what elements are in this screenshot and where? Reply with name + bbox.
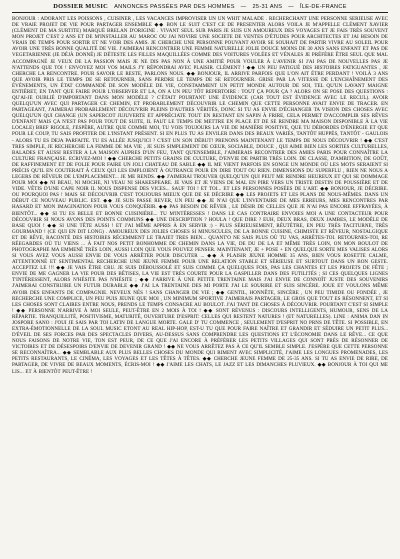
header-separator: —: [240, 4, 247, 10]
header-dates: 25-31 ANS: [252, 4, 283, 10]
header-separator-2: —: [288, 4, 294, 10]
page-header: [12, 3, 388, 12]
section-label: DOSSIER MUSIC: [53, 3, 109, 10]
article-body: [12, 16, 388, 556]
body-paragraph-2: DANS UN DÉBUT CE NOUVEAU PUBLIC. EST. ◆◆ JE SUIS PASSE REVER, UN PEU ◆◆ JE N'AI QUE L'INVENTAIRE DE MES ERREURS, MES RENCONTRES PAR HASARD ET MON IMAGINATION POUR VOUS CONQUÉRIR. ◆◆ PAS BESOIN DE RÊVER , LE DÉSIR DE CELLES QUE JE N'AI PAS ENCORE EFFRAYÉES, À BIENTÔT... ◆◆ SI TU ES BELLE ET BONNE CUISINIÈRE... TU M'INTÉRESSES ! DANS LE CAS CONTRAIRE ENVOIES MOI A UNE CONTACTEUR POUR DÉCOUVRIR SI NOUS AVONS DES POINTS COMMUNS ◆◆ UNE DESCRIPTION ? HOULA ! QUE DIRE ? EUH, DEUX BRAS, DEUX JAMBES, LE MODÈLE DE BASE QUOI ! ◆◆ SI UNE TÊTE AUSSI ! ET J'AI MÊME APPRIS À EN SERVIR :) - PLUS SÉRIEUSEMENT, RÉUTÉTRE, EN PEU TRÈS TACITURNE, TRÈS GOURMAND ! (CE QUI EN DIT LONG) . AMOUREUX DES JOLIES CHOSES SI MINUSCULES, DE LA BONNE CUISINE, CHIMISTE ET RÊVEUR, NOSTALGIQUE ET DE RÊVE, RACONTÉ DES HISTOIRES RÉCEMMENT LE TRAJET TRES BIEN... QUANT'O NE SAIS PLUS OÙ TU VAS, ARRÊTES-TOI. RETOURNES-TOI, RE RÉEGARDES OÙ TU VIENS ... À FAIT NOS PETIT BONHOMME DE CHEMIN DANS LA VIE, DE DU DE LA ET MÊME TRÈS LOIN, ON MON BOULOT DE PHOTOGRAPHE MA EMMENÉ TRÈS LOIN, AUSSI LOIN QUE VOUS POUVEZ PENSER. MAINTENANT, JE + POSE + EN QUELQUE SORTE MES VALISES ALORS SI VOUS AVEZ VOUS AUSSI ENVIE DE VOUS ARRÊTER POUR DISCUTER ... ◆◆ À PLAISIR JEUNE HOMME 35 ANS, BIEN VOUS ROSETTE CALME, ATTENTIONNÉ ET SENTIMENTAL RECHERCHE UNE JEUNE FEMME POUR UNE RELATION STABLE ET SÉRIEUSE ET SURTOUT DANS UN BON GESTE. ACCEPTEZ LE !!! ◆◆ JE VAIS ÊTRE CRU. JE SUIS DÉBOUSSOLÉ ET SUIS COMME ÇA QUELQUES FOIS, PAS LES CHANTES ET LES PROJETS DE FÊTE ; ENVIE DE ME GAGNER LA VIE POUR DES BÊTISES, LA VIE EST TRÈS COURTE POUR LA GASPILLER DANS DES FUTILITÉS ; SI CES QUELQUES LIGNES T'INTÉRESSENT, ALORS N'HÉSITE PAS N'HÉSITE ; ◆◆ J'ARRIVE À UNE PETITE TRENTAINE MAIS J'AI ENVIE DE CONNOÎT JUSTE DES SOUVENIRS J'AIMERAI CONSTRUIRE UN FUTUR DURABLE ◆◆ J'AI LA TRENTAINE DES MI PORTE J'AI LE SOURIRE ET SUIS SINCÈRE. JOUE ET VOULONS MÊME AVOIR DES ENFANTS DE COMPAGNIE. NEVEUX NÉS ! SANS CHANGER DE VIE ; ◆◆ GENTIL, HONNÊTE, SINCÈRE , UN PEU TIMIDE OU FONDÉE , JE RECHERCHE UNE COMPLICE, UN PEU PUIS JEUNE QUE MOI , UN MINIMUM SPORTIVE J'AIMERAIS PARTAGER, LE GROS QUE TOUT ES RÉSONNENT, ET SI LES CHOSES SONT CLAIRES ENTRE NOUS, PRENDS LE TEMPS CONSACRE AU BOULOT. J'AI TANT DE CHOSES À DÉCOUVRIR. POURTANT C'EST SI SIMPLE ! ◆◆ PERSONNE N'ARRIVE À MOI SEULE, PEUT-ÊTRE EN 2 MOIS À TOI ! ◆◆ SONT RÉVENUS : DISCOURS INTELLIGENTS, HUMOUR, SENS DE LA RÉPARTIE. TRANQUILLITÉ, POSITIVISME, MATURITÉ, OUVERTURE D'ESPRIT: CELLES QUI RESTENT NATURES ! (ET NATURELLES). LINE : ANIMA DAN IN JOSPORE SANO : J'OUI JE SAIS PAR TOI LATIN DE LANGUE MORTE. GALE D' TU COMMENCE , SEULEMENT D'ESPRIT NO PRNS DE TÊTE. SI POSSIBLE, EN EXTRA-ÉMOTIONNELLE DE LA SOUL MUSIC ETONT AU REAL HIP-HOP, EST-U TU QUE POUR FAIRE NAÎTRE ET GRANDIR ET SÉDUIRE UN PETIT PLUS... D'ÉVEIL DE SES FORCES PAR DES SPECTACLES DIVERS, AU-DESSUS SANS COMPRENDRE LES QUESTIONS ET L'ÉCONOMIE DANS LE RÊVE...: [12, 192, 388, 339]
header-rule: [12, 12, 388, 13]
body-paragraph-3: CE QUE NOUS FAISONS DE NOTRE VIE, TON EST PEUR, DE CE QUE J'AI ENCORE À PRÉFÉRER LES PETITS VILLAGES QUI SONT PRÈS DE RÉSONNER DE VICTOIRES ET DE DÉSESPOIRS D'ENVIE DE DEVENIR GRAND ! ◆◆ NE VOUS ARRÊTEZ PAS À CE QU'IL SEMBLE SIMPLE. J'ESPÈRE QUE CETTE PERSONNE SE RECONNAÎTRA... ◆◆ SEMBLABLE AUX PLUS BELLES CHOSES DU MONDE QUI RIMENT AVEC SIMPLICITÉ, J'AIME LES LONGUES PROMENADES, LES PETITS RESTAURANTS, LE CINÉMA, LES VOYAGES ET LES TÊTES À TÊTES. ◆◆ CHERCHE JEUNE FEMME DE 25-35 ANS. SI TU AS ENVIE DE RIRE, DE PARTAGER, DE VIVRE DE BEAUX MOMENTS, ÉCRIS-MOI ! ◆◆ J'AIME LES CHATS, LE JAZZ ET LES DIMANCHES PLUVIEUX. ◆◆ BONJOUR À TOI QUI ME LIS... ET À BIENTÔT PEUT-ÊTRE !: [12, 332, 388, 375]
body-paragraph-1: BONJOUR : ADORANT LES POISSONS , CUISINER , LES VACANCES IMPROVISER UN UN WHIT MALADE . RECHERCHANT UNE PERSONNE SERIEUSE AVEC DE VRAIE PROJET DE VIE POUR PARTAGER ENSEMBLE ◆◆ BON LE SUIT C'EST CE DE PRESENTER ALORS VOILA JE M'APPELLE CLÉMENT XAVIER (CLÉMENT DE MA SURTITE) MARQUÉ BRELAN D'ORIGINE . VIVANT SEUL SUR PARIS JE SUIS UN AMOUREUX DES VOYAGES ET JE FAIS TRÈS SOUVENT MON PROJET C'EST 2 ANS ET DE M'INSTALLER AU MAROC OU JAI NOVIRE UNE SOCIETE DE VENTES D'ÉTUDES POUR ARCHITECTES ET JAI BESOIN DE VRAIS DE TEMPS POUR SORTIR ET NE VOIR DES AMIS. JE CHERCHE UNE PERSONNE POUVANT AVOIR SE SOUHAIT DE PARTIR VIVRE AU SOLEIL POUR AVOIR UNE TRÈS BONNE QUALITÉ DE VIE. J'AIMERAI RENCONTRER UNE FEMME NATURELLE JOLIE DOUCE MOINS DE 30 ANS SANS ENFANT ET PAS DE VEGETARIENNE (JE DÉJÀ DONNÉ) JE DÉTESTE LES FILLES MAQUILLÉES COMME DES VOITURES VOLÉES ET VÉNALES JE PRÉFÈRE ÊTRE SEUL QUE MAL ACCOMPAGNÉ JE VEUX DE LA PASSION MAIS JE NE DIS PAS NON À UNE AMITIÉ POUR VOULER À L'AVENIR SI J'AI PAS DE NOUVELLES PAS JE N'ATTENDS QUE TOI ! ENVOYEZ MOI VOS MAILS J'Y RÉPONDRAI AVEC PLAISIR. CLÉMENT ! ◆◆ UN PEU FATIGUÉ DES HISTOIRES FATIGUANTES , JE CHERCHE LA RENCONTRE. POUR SAVOIR LE RESTE, PARLONS NOUS. ◆◆ BONJOUR, IL ARRIVE PARFOIS QUE L'ON AIT ÉTRE PERDANT ! VOILÀ 3 ANS QUE AVOIR PRIS LE TEMPS DE SE RETOURNER, SANS PERDRE LE TEMPS DE SE RETOURNER. GRISE PAR LA VITESSE DE L'ENCHAÎNEMENT DES ÉVÉNEMENTS, UN ÉTAT COMMANDÉ DE SON MODÈLE DE VIE, CONSTAMMENT UN PETIT MONDE AUTOUR DE SOI, TEL QU'UN LAVANT MAIGNE ENTIÈRET, EN TANT QUE FAIRE POUR L'OBSERVER ET LA, ON A UN PEU TÔT REPERTOIRE : TOUT ÇA POUR ÇA ? ALORS ON SE POSE DES QUESTIONS : QU'AI-JE OUBLIÉ D'IMPORTANT DANS MON MODÈLE ? C'ÉTAIT POURTANT UNE ÉVIDENCE (CAR TOUT EST ÉVIDENCE AVEC LE RECUL). AVOIR QUELQU'UN AVEC QUI PARTAGER CE CHEMIN, ET PROBABLEMENT DÉCOUVRIR LE CHEMIN QUE CETTE PERSONNE AVAIT ENVIE DE TRACER. EN PARTAGEANT, J'AIMERAI PROBABLEMENT DÉCOUVRIR PLEINS D'AUTRES VÉRITÉS, DONC SI TU AS ENVIE D'ÉCHANGER TA VISION DES CHOSES AVEC QUELQU'UN QUI CHANGE (UN SAPERCOT JUJUVERTE ET APPRÉCIATE TOUT EN RESTANT EN SAPIN À FRIRE, CELA PERMET D'ACCOMPLIR SES RÊVES D'ENFANT MAIS ÇA N'EST PAS POUR TOUT DE SUITE, IL FAUT LE TEMPS DE METTRE EN PLACE ET DE SE RENDRE MA MAISON DISPONIBLE À LA VIE LOCALE) BREF RIGOLE, J'ESPÈRE, AUTRE QUE COMME MOI, TU VOIS TOUJOURS LA VIE DE MANIÈRE POSITIVE, QUE TU DÉBORDES D'ÉNERGIE ET QUE POUR LE COUP, TU SAIS PROFITER DE L'INSTANT PRÉSENT. SI EN PLUS TU AS ENVILER DANS DES BEAUX VARIÉS, TANTÔT HUPPÉS, TANTÔT - GAULOIS - ALORS TU ES DEJA PARFAITE. TU ES ALLÉE JUSQU'ICI ? C'EST UN SON DÉBUT! PRENONS MAINTENANT LE TEMPS DE NOUS DÉCOUVRIR ! ◆◆ C'EST TRES SIMPLE, JE RECHERCHE LA FEMME DE MA VIE , JE SUIS SIMPLEMENT DE CŒUR, SOCIABLE, DOUCE , QUI AIME BIEN LES SORTIES CULTURELLES, BALADES ET AUSSI RESTER A LA MAISON AUPRES D'UN FEU, TANT QU'ENSEMBLE, J'AIMERAIS RECONTRER DES AMIES PARIS POUR CONNAÎTRE LA CULTURE FRANÇAISE. ECRIVEZ-MOI ! ◆◆ CHERCHE PETITS GRAINS DE CULTURE, D'ENVIE DE PARTIR TRÈS LOIN. DE CLASSE, D'AMBITION, DE GOÛT, DE RAFFINEMENT ET DE FOLIE POUR FAIRE UN JOLI CHATEAU DE SABLE ◆◆ IL ME VIENT PARFOIS EN SONGE UN MONDE OÙ LES MOTS SERAIENT SI PRÉCIS QU'IL EN COUTERAIT À CEUX QUI LES EMPLOIENT À OUTRANCE POUR EN DIRE TOUT OU RIEN. DIMENSIONS DU SUPERFLU , RIEN NE NOUS A LEGERS DE RÊVEUR DE L'EMPLACEMENT... JE ME RENDS. ◆◆ J'AIMERAI TROUVER QUELQU'UN QUI PEUT ME RENDRE HEUREUX ET QUI SE DOMMAGE POUR MOI ◆◆ NI BEAU, NI MOCHE, NI VEAU NI SHAKESPEARE. JE VAIS ET JE VIENS DE MAL EN PIRE VERS UN TRISTE DESTIN DE POUSSIÈRE ET DE VIDE. VÊTIS D'UNE CAPE NOIR IL NOUS DISPENSE DES VICES... SAUF TOI ! ET TOI... ET LES PERSONNES POSÉES DE L'ART. ◆◆ BONJOUR, JE DÉCRIRE. OU POURQUOI PAS ! MAIS SE DÉCOUVRIR C'EST TOUJOURS MIEUX QUE DE SE DÉCRIRE ◆◆ LES PROJETS ET LES PLANS DE NOUS-MÊMES.: [12, 16, 388, 199]
header-region: ÎLE-DE-FRANCE: [299, 4, 347, 10]
header-title: ANNONCES PASSÉES PAR DES HOMMES: [114, 4, 235, 10]
